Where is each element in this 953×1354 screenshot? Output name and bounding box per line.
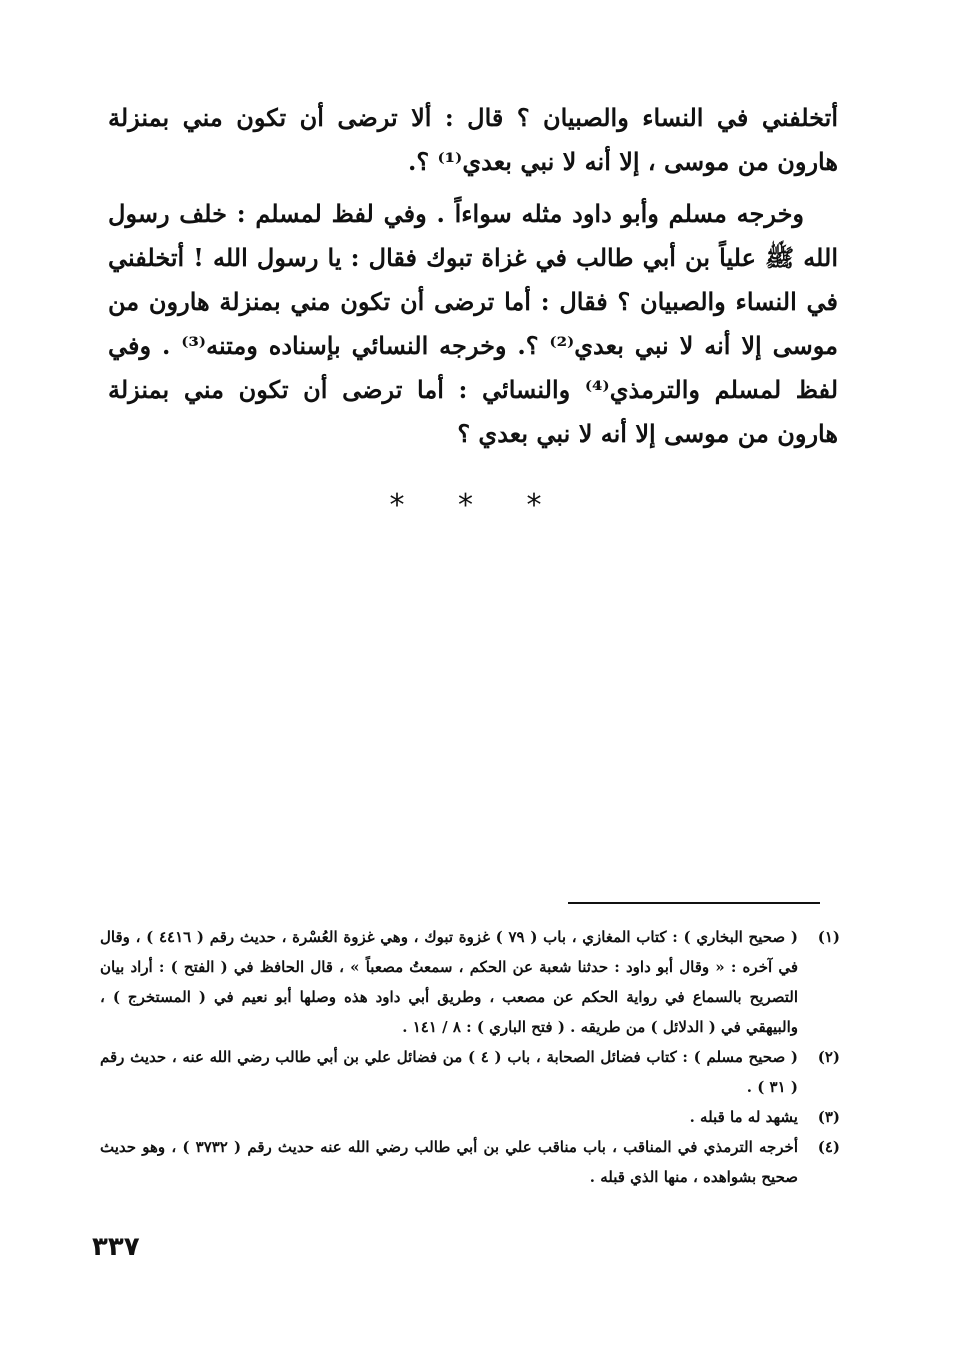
footnotes bbox=[100, 922, 840, 1192]
footnote-1 bbox=[100, 922, 840, 1042]
footnote-text: ( صحيح مسلم ) : كتاب فضائل الصحابة ، باب ( ٤ ) من فضائل علي بن أبي طالب رضي الله عنه ، حديث رقم ( ٣١ ) . bbox=[100, 1048, 798, 1096]
section-separator: * * * bbox=[389, 488, 564, 523]
paragraph-1: أتخلفني في النساء والصبيان ؟ قال : ألا ترضى أن تكون مني بمنزلة هارون من موسى ، إلا أنه لا نبي بعدي⁽¹⁾ ؟. bbox=[108, 103, 838, 176]
page-number: ٣٣٧ bbox=[92, 1232, 140, 1262]
footnote-2 bbox=[100, 1042, 840, 1102]
footnote-text: أخرجه الترمذي في المناقب ، باب مناقب علي بن أبي طالب رضي الله عنه حديث رقم ( ٣٧٣٢ ) ، وهو حديث صحيح بشواهده ، منها الذي قبله . bbox=[100, 1138, 798, 1186]
footnote-4 bbox=[100, 1132, 840, 1192]
footnote-text: يشهد له ما قبله . bbox=[689, 1108, 798, 1126]
main-text-block bbox=[108, 96, 838, 456]
footnote-number: (١) bbox=[817, 928, 840, 946]
footnote-number: (٣) bbox=[817, 1108, 840, 1126]
paragraph-2: وخرجه مسلم وأبو داود مثله سواءاً . وفي لفظ لمسلم : خلف رسول الله ﷺ علياً بن أبي طالب في غزاة تبوك فقال : يا رسول الله ! أتخلفني في النساء والصبيان ؟ فقال : أما ترضى أن تكون مني بمنزلة هارون من موسى إلا أنه لا نبي بعدي⁽²⁾ ؟. وخرجه النسائي بإسناده ومتنه⁽³⁾ . وفي لفظ لمسلم والترمذي⁽⁴⁾ والنسائي : أما ترضى أن تكون مني بمنزلة هارون من موسى إلا أنه لا نبي بعدي ؟ bbox=[108, 199, 839, 448]
footnote-rule bbox=[568, 902, 820, 904]
footnote-3 bbox=[100, 1102, 840, 1132]
footnote-number: (٤) bbox=[817, 1138, 840, 1156]
footnote-number: (٢) bbox=[817, 1048, 840, 1066]
footnote-text: ( صحيح البخاري ) : كتاب المغازي ، باب ( ٧٩ ) غزوة تبوك ، وهي غزوة العُسْرة ، حديث رقم ( ٤٤١٦ ) ، وقال في آخره : « وقال أبو داود : حدثنا شعبة عن الحكم ، سمعتُ مصعباً » ، قال الحافظ في ( الفتح ) : أراد بيان التصريح بالسماع في رواية الحكم عن مصعب ، وطريق أبي داود هذه وصلها أبو نعيم في ( المستخرج ) ، والبيهقي في ( الدلائل ) من طريقه . ( فتح الباري ) : ٨ / ١٤١ . bbox=[100, 928, 798, 1036]
